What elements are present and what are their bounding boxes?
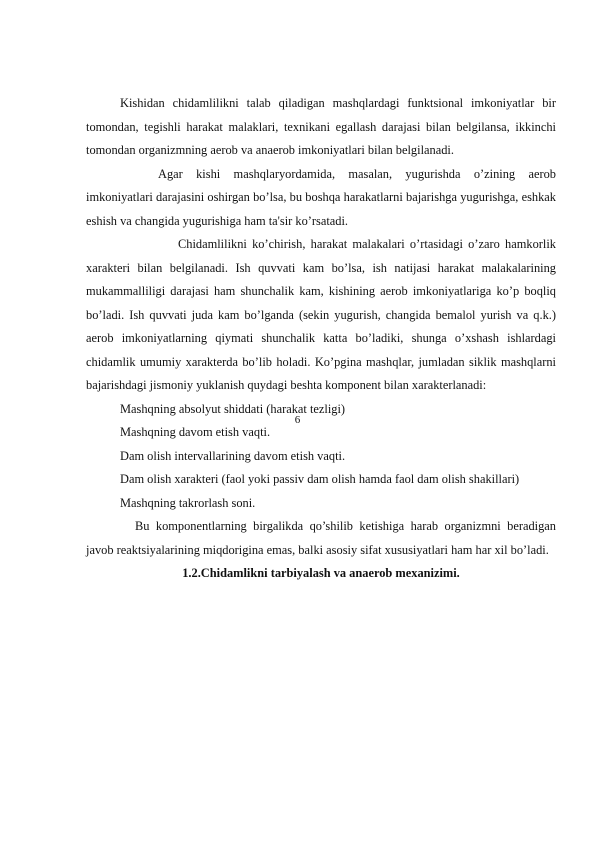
- list-item: Mashqning absolyut shiddati (harakat tezligi): [120, 401, 346, 416]
- section-heading: 1.2.Chidamlikni tarbiyalash va anaerob mexanizimi.: [182, 566, 460, 580]
- list-item: Mashqning takrorlash soni.: [120, 495, 256, 510]
- paragraph-1: Kishidan chidamlilikni talab qiladigan mashqlardagi funktsional imkoniyatlar bir tomondan, tegishli harakat malaklari, texnikani egallash darajasi bilan belgilansa, ikkinchi tomondan organizmning aerob va anaerob imkoniyatlari bilan belgilanadi.: [86, 96, 556, 157]
- list-item: Dam olish xarakteri (faol yoki passiv dam olish hamda faol dam olish shakillari): [120, 472, 520, 486]
- paragraph-3: Chidamlilikni ko’chirish, harakat malakalari o’rtasidagi o’zaro hamkorlik xarakteri bilan belgilanadi. Ish quvvati kam bo’lsa, ish natijasi harakat malakalarining mukammalliligi darajasi ham shunchalik kam, kishining aerob imkoniyatlariga ko’p boqliq bo’ladi. Ish quvvati juda kam bo’lganda (sekin yugurish, changida bemalol yurish va q.k.) aerob imkoniyatlarning qiymati shunchalik katta bo’ladiki, shunga o’xshash ishlardagi chidamlik umumiy xarakterda bo’lib holadi. Ko’pgina mashqlar, jumladan siklik mashqlarni bajarishdagi jismoniy yuklanish quydagi beshta komponent bilan xarakterlanadi:: [86, 237, 556, 392]
- page-number: 6: [294, 414, 301, 426]
- document-body: [86, 92, 556, 586]
- list-item: Dam olish intervallarining davom etish vaqti.: [120, 448, 346, 463]
- list-item: Mashqning davom etish vaqti.: [120, 425, 271, 439]
- paragraph-4: Bu komponentlarning birgalikda qo’shilib ketishiga harab organizmni beradigan javob reaktsiyalarining miqdorigina emas, balki asosiy sifat xususiyatlari ham har xil bo’ladi.: [86, 519, 556, 557]
- paragraph-2: Agar kishi mashqlaryordamida, masalan, yugurishda o’zining aerob imkoniyatlari darajasini oshirgan bo’lsa, bu boshqa harakatlarni bajarishga yugurishga, eshkak eshish va changida yugurishiga ham ta'sir ko’rsatadi.: [86, 166, 556, 228]
